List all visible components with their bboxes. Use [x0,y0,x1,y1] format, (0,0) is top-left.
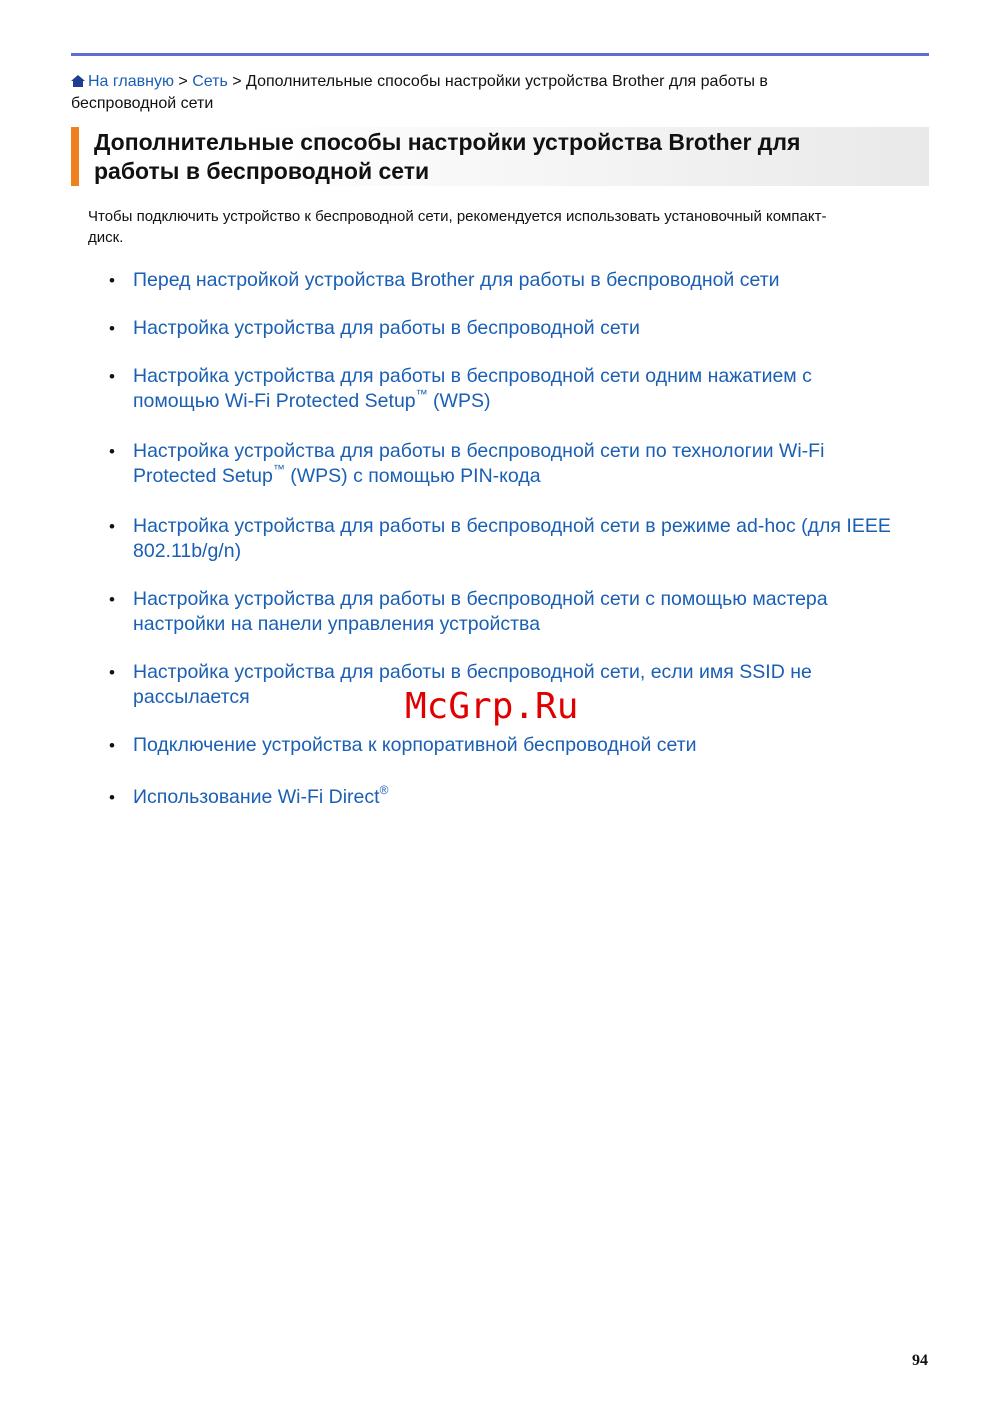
home-icon[interactable] [71,72,85,84]
registered-mark: ® [379,783,389,797]
list-item [107,785,927,810]
intro-line-1: Чтобы подключить устройство к беспроводной сети, рекомендуется использовать установочный компакт- [88,208,827,225]
bullet: • [109,319,115,338]
bullet: • [109,271,115,290]
title-bar [71,127,929,186]
breadcrumb-separator: > [178,73,188,90]
list-item [107,587,927,637]
intro-line-2: диск. [88,229,124,246]
link-before-setup[interactable]: Перед настройкой устройства Brother для работы в беспроводной сети [133,269,780,291]
page-number: 94 [912,1352,928,1369]
link-enterprise-network[interactable]: Подключение устройства к корпоративной беспроводной сети [133,734,697,756]
bullet: • [109,590,115,609]
link-wps-pin[interactable]: Настройка устройства для работы в беспроводной сети по технологии Wi-Fi Protected Setup™ (WPS) с помощью PIN-кода [133,440,825,487]
link-ad-hoc[interactable]: Настройка устройства для работы в беспроводной сети в режиме ad-hoc (для IEEE 802.11b/g/n) [133,515,891,562]
breadcrumb-home-link[interactable]: На главную [88,73,174,90]
related-links-list [107,268,927,810]
link-wps-one-push[interactable]: Настройка устройства для работы в беспроводной сети одним нажатием с помощью Wi-Fi Protected Setup™ (WPS) [133,365,812,412]
page-title [94,128,894,186]
list-item [107,316,927,341]
bullet: • [109,442,115,461]
link-wifi-direct[interactable]: Использование Wi-Fi Direct® [133,783,389,808]
breadcrumb-separator: > [232,73,242,90]
link-ssid-hidden[interactable]: Настройка устройства для работы в беспроводной сети, если имя SSID не рассылается [133,661,812,708]
bullet: • [109,663,115,682]
list-item [107,514,927,564]
intro-paragraph [88,206,928,248]
bullet: • [109,736,115,755]
bullet: • [109,517,115,536]
top-divider [71,53,929,56]
trademark-mark: ™ [272,462,285,476]
list-item [107,439,927,489]
page-title-line-1: Дополнительные способы настройки устройства Brother для [94,129,801,155]
page-title-line-2: работы в беспроводной сети [94,158,430,184]
list-item [107,268,927,293]
link-wireless-setup[interactable]: Настройка устройства для работы в беспроводной сети [133,317,640,339]
breadcrumb-current: Дополнительные способы настройки устройства Brother для работы в беспроводной сети [71,73,768,112]
link-setup-wizard[interactable]: Настройка устройства для работы в беспроводной сети с помощью мастера настройки на панели управления устройства [133,588,828,635]
list-item [107,733,927,758]
breadcrumb [71,71,871,115]
bullet: • [109,367,115,386]
trademark-mark: ™ [415,387,428,401]
title-accent-bar [71,127,79,186]
watermark: McGrp.Ru [405,686,579,727]
bullet: • [109,788,115,807]
breadcrumb-network-link[interactable]: Сеть [192,73,228,90]
list-item [107,364,927,414]
